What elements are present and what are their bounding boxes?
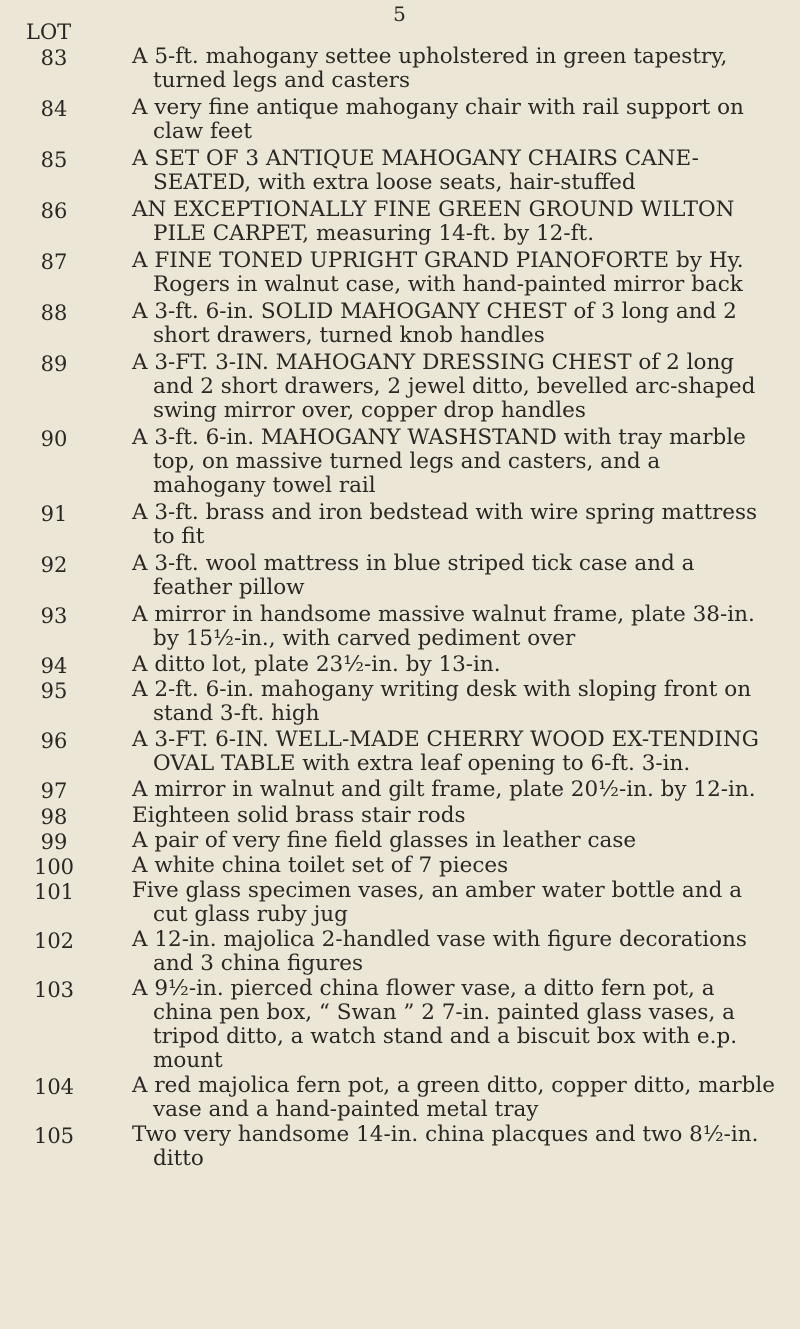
- lot-description: A 5-ft. mahogany settee upholstered in green tapestry, turned legs and casters: [132, 44, 728, 93]
- lot-description: Eighteen solid brass stair rods: [132, 803, 466, 828]
- lot-number: 105: [33, 1124, 75, 1148]
- lot-description: A 3-ft. 6-in. SOLID MAHOGANY CHEST of 3 long and 2 short drawers, turned knob handles: [132, 299, 737, 348]
- lot-number: 97: [40, 779, 68, 803]
- lot-entry: [0, 854, 800, 878]
- lot-number: 102: [33, 929, 75, 953]
- lot-entry: [0, 879, 800, 927]
- lot-entry: [0, 678, 800, 726]
- lot-number: 99: [40, 830, 68, 854]
- lot-entry: [0, 426, 800, 498]
- lot-description: A red majolica fern pot, a green ditto, copper ditto, marble vase and a hand-painted metal tray: [132, 1073, 775, 1122]
- lot-number: 91: [40, 502, 68, 526]
- page-number: 5: [393, 2, 407, 26]
- lot-description: A ditto lot, plate 23½-in. by 13-in.: [132, 652, 501, 677]
- lot-entry: [0, 603, 800, 651]
- lot-number: 88: [40, 301, 68, 325]
- lot-description: A 3-ft. 6-in. MAHOGANY WASHSTAND with tray marble top, on massive turned legs and casters, and a mahogany towel rail: [132, 425, 746, 498]
- lot-number: 103: [33, 978, 75, 1002]
- lot-entry: [0, 147, 800, 195]
- lot-number: 87: [40, 250, 68, 274]
- lot-entry: [0, 829, 800, 853]
- lot-column-header: LOT: [26, 20, 72, 44]
- lot-number: 90: [40, 427, 68, 451]
- lot-number: 95: [40, 679, 68, 703]
- lot-description: Two very handsome 14-in. china placques and two 8½-in. ditto: [132, 1122, 759, 1171]
- lot-description: A mirror in walnut and gilt frame, plate 20½-in. by 12-in.: [132, 777, 756, 802]
- lot-description: A 3-FT. 6-IN. WELL-MADE CHERRY WOOD EX-TENDING OVAL TABLE with extra leaf opening to 6-ft. 3-in.: [132, 727, 759, 776]
- lot-number: 104: [33, 1075, 75, 1099]
- lot-entry: [0, 778, 800, 802]
- lot-description: AN EXCEPTIONALLY FINE GREEN GROUND WILTON PILE CARPET, measuring 14-ft. by 12-ft.: [132, 197, 735, 246]
- lot-description: A pair of very fine field glasses in leather case: [132, 828, 637, 853]
- lot-description: A 2-ft. 6-in. mahogany writing desk with sloping front on stand 3-ft. high: [132, 677, 752, 726]
- lot-entry: [0, 300, 800, 348]
- lot-number: 101: [33, 880, 75, 904]
- lot-entry: [0, 1074, 800, 1122]
- lot-description: A 12-in. majolica 2-handled vase with figure decorations and 3 china figures: [132, 927, 747, 976]
- lot-number: 83: [40, 46, 68, 70]
- lot-description: A SET OF 3 ANTIQUE MAHOGANY CHAIRS CANE-SEATED, with extra loose seats, hair-stuffed: [132, 146, 699, 195]
- lot-entry: [0, 928, 800, 976]
- lot-entry: [0, 249, 800, 297]
- lot-entry: [0, 728, 800, 776]
- lot-entry: [0, 45, 800, 93]
- lot-description: A FINE TONED UPRIGHT GRAND PIANOFORTE by Hy. Rogers in walnut case, with hand-painted mirror back: [132, 248, 744, 297]
- lot-number: 86: [40, 199, 68, 223]
- lot-entry: [0, 96, 800, 144]
- lot-number: 92: [40, 553, 68, 577]
- lot-number: 89: [40, 352, 68, 376]
- lot-description: A 3-ft. wool mattress in blue striped tick case and a feather pillow: [132, 551, 695, 600]
- lot-number: 98: [40, 805, 68, 829]
- lot-list: [0, 44, 800, 1171]
- lot-description: Five glass specimen vases, an amber water bottle and a cut glass ruby jug: [132, 878, 743, 927]
- lot-entry: [0, 501, 800, 549]
- lot-entry: [0, 351, 800, 423]
- lot-description: A 9½-in. pierced china flower vase, a ditto fern pot, a china pen box, “ Swan ” 2 7-in. painted glass vases, a tripod ditto, a watch stand and a biscuit box with e.p. mount: [132, 976, 738, 1073]
- lot-number: 84: [40, 97, 68, 121]
- lot-number: 85: [40, 148, 68, 172]
- lot-description: A white china toilet set of 7 pieces: [132, 853, 509, 878]
- lot-entry: [0, 977, 800, 1073]
- lot-entry: [0, 552, 800, 600]
- lot-description: A 3-ft. brass and iron bedstead with wire spring mattress to fit: [132, 500, 758, 549]
- lot-number: 94: [40, 654, 68, 678]
- lot-number: 100: [33, 855, 75, 879]
- lot-description: A very fine antique mahogany chair with rail support on claw feet: [132, 95, 744, 144]
- lot-entry: [0, 198, 800, 246]
- lot-entry: [0, 1123, 800, 1171]
- lot-description: A 3-FT. 3-IN. MAHOGANY DRESSING CHEST of 2 long and 2 short drawers, 2 jewel ditto, bevelled arc-shaped swing mirror over, copper drop handles: [132, 350, 756, 423]
- lot-description: A mirror in handsome massive walnut frame, plate 38-in. by 15½-in., with carved pediment over: [132, 602, 755, 651]
- lot-entry: [0, 653, 800, 677]
- lot-number: 96: [40, 729, 68, 753]
- lot-entry: [0, 804, 800, 828]
- lot-number: 93: [40, 604, 68, 628]
